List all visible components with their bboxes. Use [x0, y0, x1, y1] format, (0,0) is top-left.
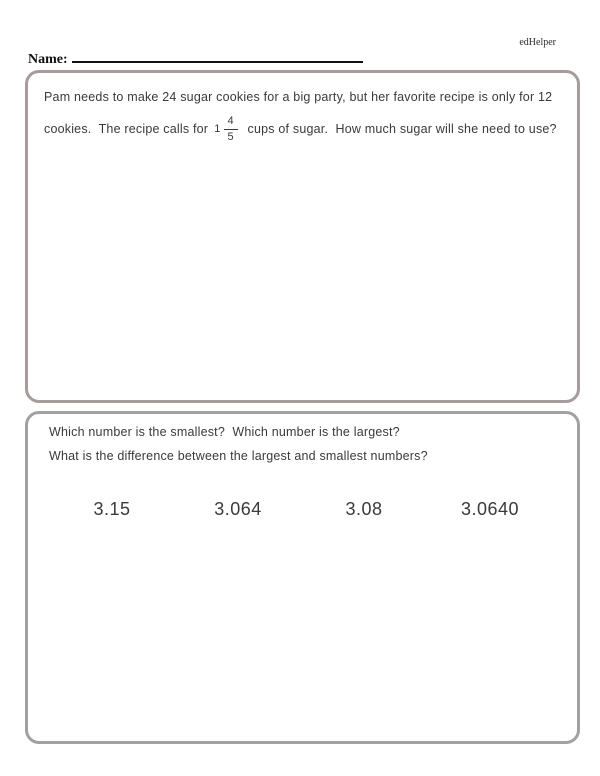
fraction [224, 115, 238, 143]
number-value: 3.08 [345, 499, 383, 519]
problem-2-question-1: Which number is the smallest? Which number is the largest? [49, 425, 400, 439]
problem-box-2 [25, 411, 580, 744]
name-row [28, 49, 363, 68]
problem-1-line-1: Pam needs to make 24 sugar cookies for a big party, but her favorite recipe is only for 12 [44, 90, 553, 104]
number-value: 3.0640 [460, 499, 520, 519]
problem-1-line-2-prefix: cookies. The recipe calls for [44, 122, 209, 137]
problem-2-question-2: What is the difference between the largest and smallest numbers? [49, 449, 428, 463]
problem-1-line-2 [44, 115, 563, 143]
name-blank-line [72, 49, 363, 63]
problem-1-content [28, 73, 577, 143]
name-label: Name: [28, 52, 68, 67]
fraction-denominator: 5 [227, 130, 234, 143]
problem-1-line-2-suffix: cups of sugar. How much sugar will she need to use? [243, 122, 557, 137]
fraction-numerator: 4 [224, 115, 238, 130]
problem-2-content [28, 414, 577, 520]
problem-box-1 [25, 70, 580, 403]
number-value: 3.15 [93, 499, 131, 519]
mixed-number-whole: 1 [214, 123, 221, 136]
number-value: 3.064 [214, 499, 262, 519]
numbers-row [49, 499, 563, 520]
brand-label: edHelper [519, 37, 556, 48]
